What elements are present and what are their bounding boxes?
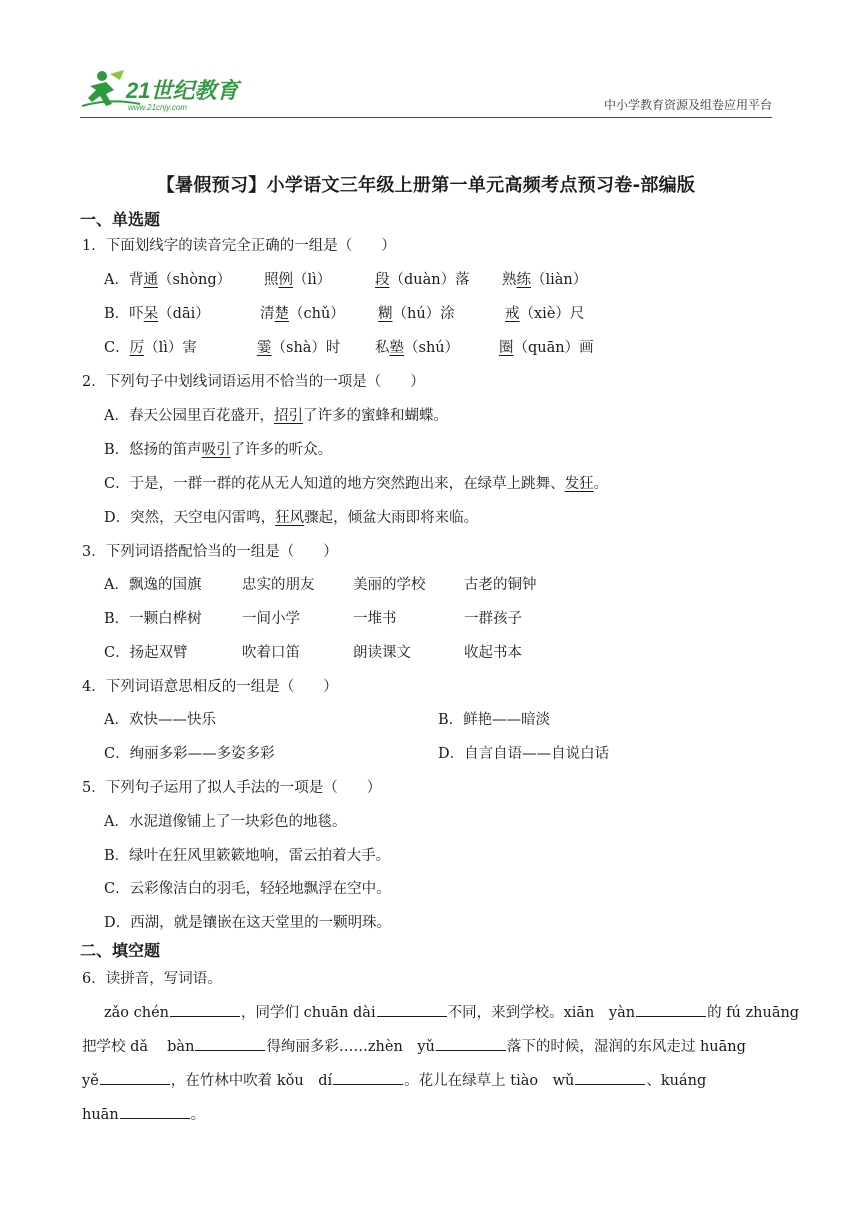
q1-option-b: B．吓呆（dāi） 清楚（chǔ） 糊（hú）涂 戒（xiè）尺 xyxy=(104,306,585,322)
q6-line-2: 把学校 dǎ bàn 得绚丽多彩……zhèn yǔ 落下的时候，湿润的东风走过 huāng xyxy=(82,1035,746,1056)
header-divider xyxy=(80,117,772,118)
answer-blank[interactable] xyxy=(120,1104,190,1119)
svg-text:21世纪教育: 21世纪教育 xyxy=(126,78,239,103)
q6-line-4: huān 。 xyxy=(82,1103,205,1124)
answer-blank[interactable] xyxy=(333,1070,403,1085)
answer-blank[interactable] xyxy=(170,1002,240,1017)
answer-blank[interactable] xyxy=(636,1002,706,1017)
section-heading-fill-in: 二、填空题 xyxy=(80,941,161,960)
q4-option-b: B．鲜艳——暗淡 xyxy=(438,712,551,728)
page-header xyxy=(80,68,772,116)
question-4-stem: 4．下列词语意思相反的一组是（ ） xyxy=(82,679,338,695)
answer-blank[interactable] xyxy=(575,1070,645,1085)
q2-option-a: A．春天公园里百花盛开，招引了许多的蜜蜂和蝴蝶。 xyxy=(104,408,448,424)
question-6-stem: 6．读拼音，写词语。 xyxy=(82,971,222,987)
q3-option-c: C．扬起双臂 吹着口笛 朗读课文 收起书本 xyxy=(104,645,522,661)
q5-option-a: A．水泥道像铺上了一块彩色的地毯。 xyxy=(104,814,347,830)
answer-blank[interactable] xyxy=(377,1002,447,1017)
answer-blank[interactable] xyxy=(100,1070,170,1085)
question-1-stem: 1．下面划线字的读音完全正确的一组是（ ） xyxy=(82,238,396,254)
q5-option-d: D．西湖，就是镶嵌在这天堂里的一颗明珠。 xyxy=(104,915,392,931)
q6-line-1: zǎo chén ，同学们 chuān dài 不同，来到学校。xiān yàn 的 fú zhuāng xyxy=(104,1001,799,1022)
question-2-stem: 2．下列句子中划线词语运用不恰当的一项是（ ） xyxy=(82,374,425,390)
q3-option-b: B．一颗白桦树 一间小学 一堆书 一群孩子 xyxy=(104,611,522,627)
q5-option-c: C．云彩像洁白的羽毛，轻轻地飘浮在空中。 xyxy=(104,881,391,897)
question-3-stem: 3．下列词语搭配恰当的一组是（ ） xyxy=(82,544,338,560)
page-title: 【暑假预习】小学语文三年级上册第一单元高频考点预习卷-部编版 xyxy=(156,175,696,196)
q1-option-c: C．厉（lì）害 霎（shà）时 私塾（shú） 圈（quān）画 xyxy=(104,340,594,356)
q2-option-d: D．突然，天空电闪雷鸣，狂风骤起，倾盆大雨即将来临。 xyxy=(104,510,479,526)
q2-option-c: C．于是，一群一群的花从无人知道的地方突然跑出来，在绿草上跳舞、发狂。 xyxy=(104,476,609,492)
answer-blank[interactable] xyxy=(195,1036,265,1051)
answer-blank[interactable] xyxy=(436,1036,506,1051)
q4-option-d: D．自言自语——自说白话 xyxy=(438,746,610,762)
q4-option-a: A．欢快——快乐 xyxy=(104,712,216,728)
question-5-stem: 5．下列句子运用了拟人手法的一项是（ ） xyxy=(82,780,382,796)
header-platform-text: 中小学教育资源及组卷应用平台 xyxy=(603,98,772,112)
q6-line-3: yě ，在竹林中吹着 kǒu dí 。花儿在绿草上 tiào wǔ 、kuáng xyxy=(82,1069,706,1090)
q4-option-c: C．绚丽多彩——多姿多彩 xyxy=(104,746,275,762)
q5-option-b: B．绿叶在狂风里簌簌地响，雷云拍着大手。 xyxy=(104,848,391,864)
21cnjy-logo xyxy=(80,68,250,114)
q2-option-b: B．悠扬的笛声吸引了许多的听众。 xyxy=(104,442,333,458)
section-heading-single-choice: 一、单选题 xyxy=(80,210,161,229)
svg-text:www.21cnjy.com: www.21cnjy.com xyxy=(128,103,187,112)
q3-option-a: A．飘逸的国旗 忠实的朋友 美丽的学校 古老的铜钟 xyxy=(104,577,537,593)
q1-option-a: A．背通（shòng） 照例（lì） 段（duàn）落 熟练（liàn） xyxy=(104,272,588,288)
